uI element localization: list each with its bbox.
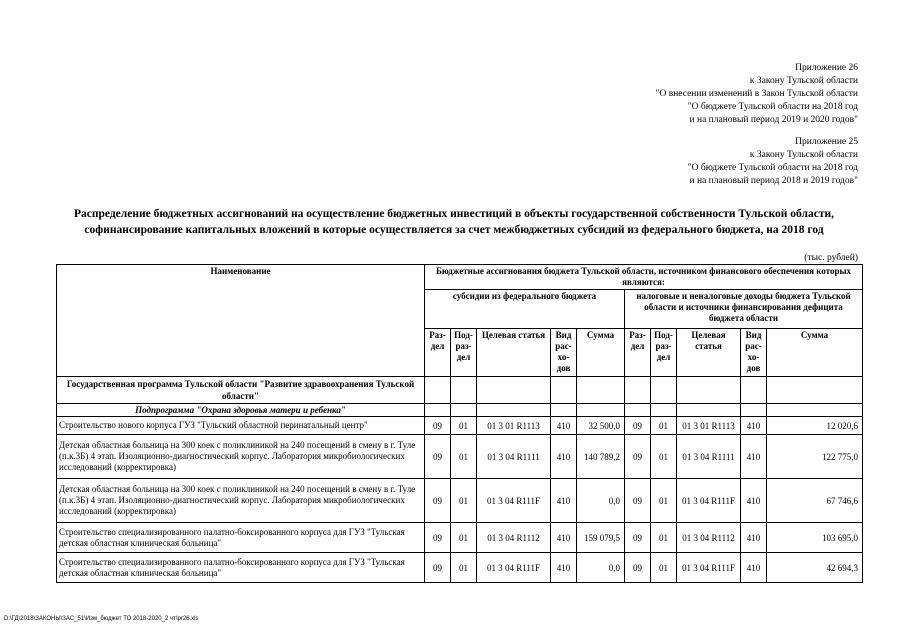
cell-cel-statya-2: 01 3 04 R111F	[677, 553, 741, 583]
cell-razdel: 09	[425, 417, 451, 435]
appendix-line: Приложение 25	[795, 137, 858, 147]
units-label: (тыс. рублей)	[804, 253, 858, 263]
appendix-26-block	[656, 62, 858, 127]
cell-razdel-2: 09	[625, 553, 651, 583]
table-row	[57, 523, 863, 553]
cell-summa: 0,0	[577, 553, 625, 583]
col-cel-statya-2: Целевая статья	[677, 329, 741, 377]
table-row	[57, 553, 863, 583]
cell-podrazdel: 01	[451, 553, 477, 583]
col-podrazdel: Под-раз-дел	[451, 329, 477, 377]
cell-podrazdel-2: 01	[651, 435, 677, 479]
table-row	[57, 479, 863, 523]
appendix-line: Приложение 26	[795, 63, 858, 73]
cell-summa-2: 42 694,3	[767, 553, 863, 583]
cell-cel-statya-2: 01 3 04 R1112	[677, 523, 741, 553]
col-cel-statya: Целевая статья	[477, 329, 551, 377]
col-podrazdel-2: Под-раз-дел	[651, 329, 677, 377]
cell-cel-statya: 01 3 04 R111F	[477, 553, 551, 583]
cell-podrazdel-2: 01	[651, 523, 677, 553]
appendix-line: "О бюджете Тульской области на 2018 год	[687, 102, 858, 112]
cell-cel-statya-2: 01 3 04 R1111	[677, 435, 741, 479]
col-vid-rashodov-2: Вид рас-хо-дов	[741, 329, 767, 377]
file-path-footer: D:\ГД\2018\ЗАКОНЫ\ЗАС_51\Изм_бюджет ТО 2018-2020_2 чт\pr26.xls	[4, 616, 199, 622]
table-row	[57, 435, 863, 479]
cell-vid-rashodov: 410	[551, 553, 577, 583]
appendix-line: и на плановый период 2018 и 2019 годов"	[689, 176, 858, 186]
appendix-line: и на плановый период 2019 и 2020 годов"	[689, 115, 858, 125]
cell-podrazdel-2: 01	[651, 417, 677, 435]
header-name: Наименование	[57, 265, 425, 377]
cell-cel-statya: 01 3 01 R1113	[477, 417, 551, 435]
cell-razdel: 09	[425, 553, 451, 583]
title-line-1: Распределение бюджетных ассигнований на осуществление бюджетных инвестиций в объекты государственной собственности Тульской области,	[74, 208, 834, 220]
header-row-1	[57, 265, 863, 290]
row-name: Детская областная больница на 300 коек с поликлиникой на 240 посещений в смену в г. Туле (п.к.3Б) 4 этап. Изоляционно-диагностический корпус. Лаборатория микробиологических исследований (корректировка)	[57, 435, 425, 479]
cell-vid-rashodov-2: 410	[741, 435, 767, 479]
cell-razdel-2: 09	[625, 435, 651, 479]
cell-razdel: 09	[425, 479, 451, 523]
appendix-line: к Закону Тульской области	[749, 76, 858, 86]
cell-vid-rashodov: 410	[551, 435, 577, 479]
cell-summa-2: 103 695,0	[767, 523, 863, 553]
cell-summa-2: 12 020,6	[767, 417, 863, 435]
cell-vid-rashodov-2: 410	[741, 479, 767, 523]
cell-cel-statya: 01 3 04 R1111	[477, 435, 551, 479]
cell-podrazdel: 01	[451, 479, 477, 523]
cell-vid-rashodov-2: 410	[741, 553, 767, 583]
appendix-line: "О внесении изменений в Закон Тульской области	[655, 89, 858, 99]
header-budget: Бюджетные ассигнования бюджета Тульской области, источником финансового обеспечения которых являются:	[425, 265, 863, 290]
cell-podrazdel-2: 01	[651, 479, 677, 523]
cell-cel-statya-2: 01 3 01 R1113	[677, 417, 741, 435]
appendix-25-block	[688, 136, 858, 188]
cell-vid-rashodov: 410	[551, 417, 577, 435]
col-summa: Сумма	[577, 329, 625, 377]
subprogram-name: Подпрограмма "Охрана здоровья матери и ребенка"	[57, 404, 425, 417]
appendix-line: к Закону Тульской области	[749, 150, 858, 160]
cell-summa-2: 67 746,6	[767, 479, 863, 523]
col-vid-rashodov: Вид рас-хо-дов	[551, 329, 577, 377]
budget-table	[56, 264, 863, 583]
cell-razdel: 09	[425, 435, 451, 479]
cell-summa: 140 789,2	[577, 435, 625, 479]
cell-vid-rashodov: 410	[551, 523, 577, 553]
col-razdel-2: Раз-дел	[625, 329, 651, 377]
cell-summa: 0,0	[577, 479, 625, 523]
row-name: Строительство нового корпуса ГУЗ "Тульский областной перинатальный центр"	[57, 417, 425, 435]
cell-summa-2: 122 775,0	[767, 435, 863, 479]
row-name: Строительство специализированного палатно-боксированного корпуса для ГУЗ "Тульская детская областная клиническая больница"	[57, 553, 425, 583]
col-summa-2: Сумма	[767, 329, 863, 377]
table-row	[57, 417, 863, 435]
cell-cel-statya: 01 3 04 R1112	[477, 523, 551, 553]
col-razdel: Раз-дел	[425, 329, 451, 377]
cell-vid-rashodov-2: 410	[741, 523, 767, 553]
document-title	[40, 206, 868, 238]
cell-vid-rashodov: 410	[551, 479, 577, 523]
header-tax: налоговые и неналоговые доходы бюджета Тульской области и источники финансирования дефицита бюджета области	[625, 290, 863, 329]
row-name: Детская областная больница на 300 коек с поликлиникой на 240 посещений в смену в г. Туле (п.к.3Б) 4 этап. Изоляционно-диагностический корпус. Лаборатория микробиологических исследований (корректировка)	[57, 479, 425, 523]
appendix-line: "О бюджете Тульской области на 2018 год	[687, 163, 858, 173]
program-row	[57, 377, 863, 404]
cell-razdel-2: 09	[625, 479, 651, 523]
cell-summa: 159 079,5	[577, 523, 625, 553]
cell-podrazdel: 01	[451, 435, 477, 479]
title-line-2: софинансирование капитальных вложений в которые осуществляется за счет межбюджетных субсидий из федерального бюджета, на 2018 год	[84, 224, 824, 236]
cell-razdel: 09	[425, 523, 451, 553]
cell-cel-statya: 01 3 04 R111F	[477, 479, 551, 523]
program-name: Государственная программа Тульской области "Развитие здравоохранения Тульской области"	[57, 377, 425, 404]
cell-podrazdel: 01	[451, 417, 477, 435]
header-federal: субсидии из федерального бюджета	[425, 290, 625, 329]
cell-vid-rashodov-2: 410	[741, 417, 767, 435]
cell-razdel-2: 09	[625, 417, 651, 435]
row-name: Строительство специализированного палатно-боксированного корпуса для ГУЗ "Тульская детская областная клиническая больница"	[57, 523, 425, 553]
cell-razdel-2: 09	[625, 523, 651, 553]
cell-podrazdel: 01	[451, 523, 477, 553]
cell-podrazdel-2: 01	[651, 553, 677, 583]
cell-cel-statya-2: 01 3 04 R111F	[677, 479, 741, 523]
subprogram-row	[57, 404, 863, 417]
cell-summa: 32 500,0	[577, 417, 625, 435]
